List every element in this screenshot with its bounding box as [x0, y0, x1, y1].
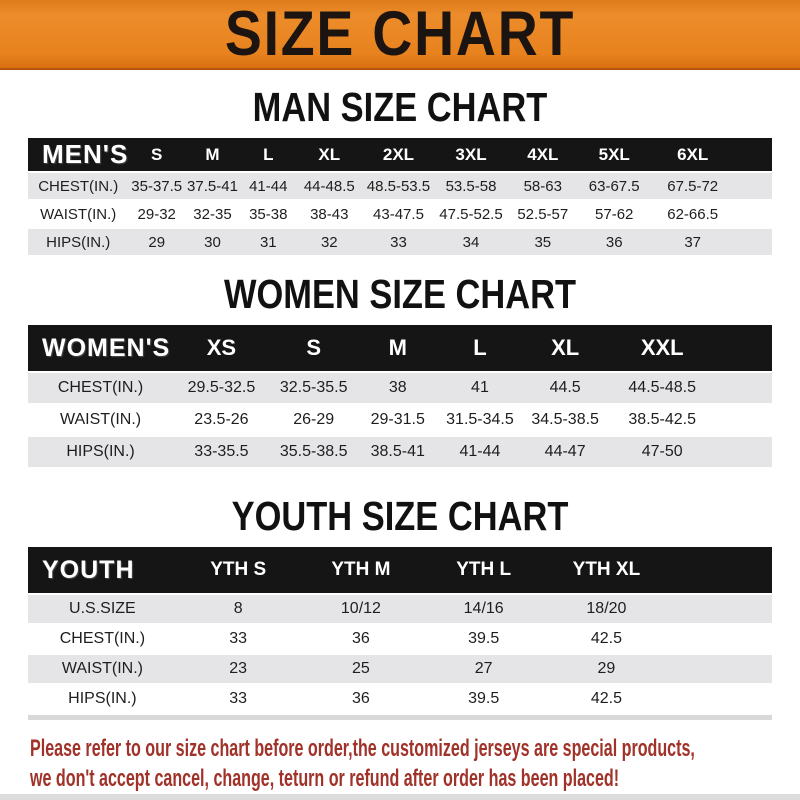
youth-size-chart-table: [28, 545, 772, 715]
size-cell: 31: [240, 229, 297, 255]
size-cell: 36: [300, 685, 423, 713]
size-cell: 38: [358, 373, 438, 403]
table-row: [28, 437, 772, 467]
size-column-header: L: [438, 325, 522, 371]
table-row: [28, 685, 772, 713]
size-cell: 10/12: [300, 595, 423, 623]
size-cell: 43-47.5: [362, 201, 435, 227]
size-cell: 31.5-34.5: [438, 405, 522, 435]
table-header-row: [28, 138, 772, 171]
size-cell: 23: [177, 655, 300, 683]
size-cell: 44.5-48.5: [608, 373, 716, 403]
youth-table-bottom-strip: [28, 715, 772, 720]
size-column-header: 3XL: [435, 138, 507, 171]
size-cell: 44.5: [522, 373, 608, 403]
size-cell: 67.5-72: [650, 173, 736, 199]
row-spacer: [668, 655, 772, 683]
size-cell: 58-63: [507, 173, 578, 199]
size-cell: 44-48.5: [297, 173, 362, 199]
size-cell: 29-31.5: [358, 405, 438, 435]
size-cell: 53.5-58: [435, 173, 507, 199]
row-spacer: [735, 173, 772, 199]
size-cell: 47.5-52.5: [435, 201, 507, 227]
size-cell: 48.5-53.5: [362, 173, 435, 199]
women-size-chart-heading: WOMEN SIZE CHART: [223, 271, 577, 317]
size-cell: 57-62: [579, 201, 650, 227]
table-row: [28, 405, 772, 435]
size-cell: 18/20: [545, 595, 668, 623]
size-column-header: YTH M: [300, 547, 423, 593]
size-cell: 26-29: [270, 405, 358, 435]
size-cell: 62-66.5: [650, 201, 736, 227]
size-cell: 35: [507, 229, 578, 255]
size-cell: 34: [435, 229, 507, 255]
row-spacer: [735, 229, 772, 255]
row-spacer: [668, 625, 772, 653]
table-header-row: [28, 325, 772, 371]
size-cell: 44-47: [522, 437, 608, 467]
size-column-header: 4XL: [507, 138, 578, 171]
size-cell: 8: [177, 595, 300, 623]
size-column-header: XXL: [608, 325, 716, 371]
size-cell: 36: [579, 229, 650, 255]
size-cell: 29: [128, 229, 185, 255]
size-column-header: XS: [173, 325, 270, 371]
youth-size-chart-heading: YOUTH SIZE CHART: [231, 493, 569, 539]
row-label: CHEST(IN.): [28, 373, 173, 403]
table-row: [28, 373, 772, 403]
size-cell: 27: [422, 655, 545, 683]
size-column-header: 5XL: [579, 138, 650, 171]
size-cell: 32.5-35.5: [270, 373, 358, 403]
size-cell: 36: [300, 625, 423, 653]
youth-size-table: [0, 545, 800, 715]
banner-title: SIZE CHART: [224, 0, 576, 69]
size-cell: 37.5-41: [185, 173, 240, 199]
men-corner-label: MEN'S: [28, 138, 128, 171]
size-cell: 52.5-57: [507, 201, 578, 227]
youth-corner-label: YOUTH: [28, 547, 177, 593]
size-cell: 35-38: [240, 201, 297, 227]
women-corner-label: WOMEN'S: [28, 325, 173, 371]
size-column-header: YTH S: [177, 547, 300, 593]
size-column-header: XL: [522, 325, 608, 371]
size-column-header: XL: [297, 138, 362, 171]
row-label: CHEST(IN.): [28, 625, 177, 653]
women-size-table: [0, 323, 800, 469]
size-cell: 37: [650, 229, 736, 255]
size-cell: 29: [545, 655, 668, 683]
order-policy-note: [30, 734, 695, 794]
header-spacer: [735, 138, 772, 171]
size-cell: 32: [297, 229, 362, 255]
size-cell: 38.5-42.5: [608, 405, 716, 435]
page-bottom-strip: [0, 794, 800, 800]
size-chart-banner: [0, 0, 800, 70]
row-label: HIPS(IN.): [28, 685, 177, 713]
size-column-header: S: [128, 138, 185, 171]
row-label: CHEST(IN.): [28, 173, 128, 199]
size-cell: 33: [177, 625, 300, 653]
size-cell: 30: [185, 229, 240, 255]
size-cell: 41: [438, 373, 522, 403]
row-spacer: [716, 405, 772, 435]
size-cell: 29-32: [128, 201, 185, 227]
size-cell: 39.5: [422, 685, 545, 713]
size-cell: 41-44: [438, 437, 522, 467]
size-cell: 14/16: [422, 595, 545, 623]
table-row: [28, 595, 772, 623]
table-row: [28, 201, 772, 227]
size-cell: 29.5-32.5: [173, 373, 270, 403]
table-row: [28, 229, 772, 255]
table-row: [28, 625, 772, 653]
row-label: WAIST(IN.): [28, 655, 177, 683]
size-cell: 35-37.5: [128, 173, 185, 199]
order-policy-note-line1: Please refer to our size chart before order,the customized jerseys are special products,: [30, 735, 695, 762]
size-cell: 38-43: [297, 201, 362, 227]
row-label: U.S.SIZE: [28, 595, 177, 623]
row-spacer: [735, 201, 772, 227]
row-spacer: [716, 437, 772, 467]
size-cell: 39.5: [422, 625, 545, 653]
size-cell: 33: [362, 229, 435, 255]
man-size-chart-heading: MAN SIZE CHART: [252, 84, 548, 130]
row-label: WAIST(IN.): [28, 405, 173, 435]
size-column-header: 6XL: [650, 138, 736, 171]
size-cell: 34.5-38.5: [522, 405, 608, 435]
size-cell: 38.5-41: [358, 437, 438, 467]
header-spacer: [668, 547, 772, 593]
size-column-header: 2XL: [362, 138, 435, 171]
size-cell: 47-50: [608, 437, 716, 467]
size-cell: 33-35.5: [173, 437, 270, 467]
size-cell: 42.5: [545, 685, 668, 713]
row-spacer: [668, 685, 772, 713]
size-column-header: YTH L: [422, 547, 545, 593]
row-label: WAIST(IN.): [28, 201, 128, 227]
size-column-header: M: [185, 138, 240, 171]
table-header-row: [28, 547, 772, 593]
row-label: HIPS(IN.): [28, 437, 173, 467]
size-cell: 63-67.5: [579, 173, 650, 199]
size-column-header: M: [358, 325, 438, 371]
table-row: [28, 655, 772, 683]
size-cell: 33: [177, 685, 300, 713]
men-size-chart-table: [28, 136, 772, 257]
order-policy-note-line2: we don't accept cancel, change, teturn or refund after order has been placed!: [30, 765, 620, 792]
size-column-header: S: [270, 325, 358, 371]
row-spacer: [668, 595, 772, 623]
size-cell: 41-44: [240, 173, 297, 199]
size-cell: 32-35: [185, 201, 240, 227]
size-column-header: L: [240, 138, 297, 171]
size-cell: 23.5-26: [173, 405, 270, 435]
row-spacer: [716, 373, 772, 403]
size-column-header: YTH XL: [545, 547, 668, 593]
header-spacer: [716, 325, 772, 371]
men-size-table: [0, 136, 800, 257]
size-cell: 25: [300, 655, 423, 683]
table-row: [28, 173, 772, 199]
size-cell: 42.5: [545, 625, 668, 653]
row-label: HIPS(IN.): [28, 229, 128, 255]
women-size-chart-table: [28, 323, 772, 469]
size-cell: 35.5-38.5: [270, 437, 358, 467]
